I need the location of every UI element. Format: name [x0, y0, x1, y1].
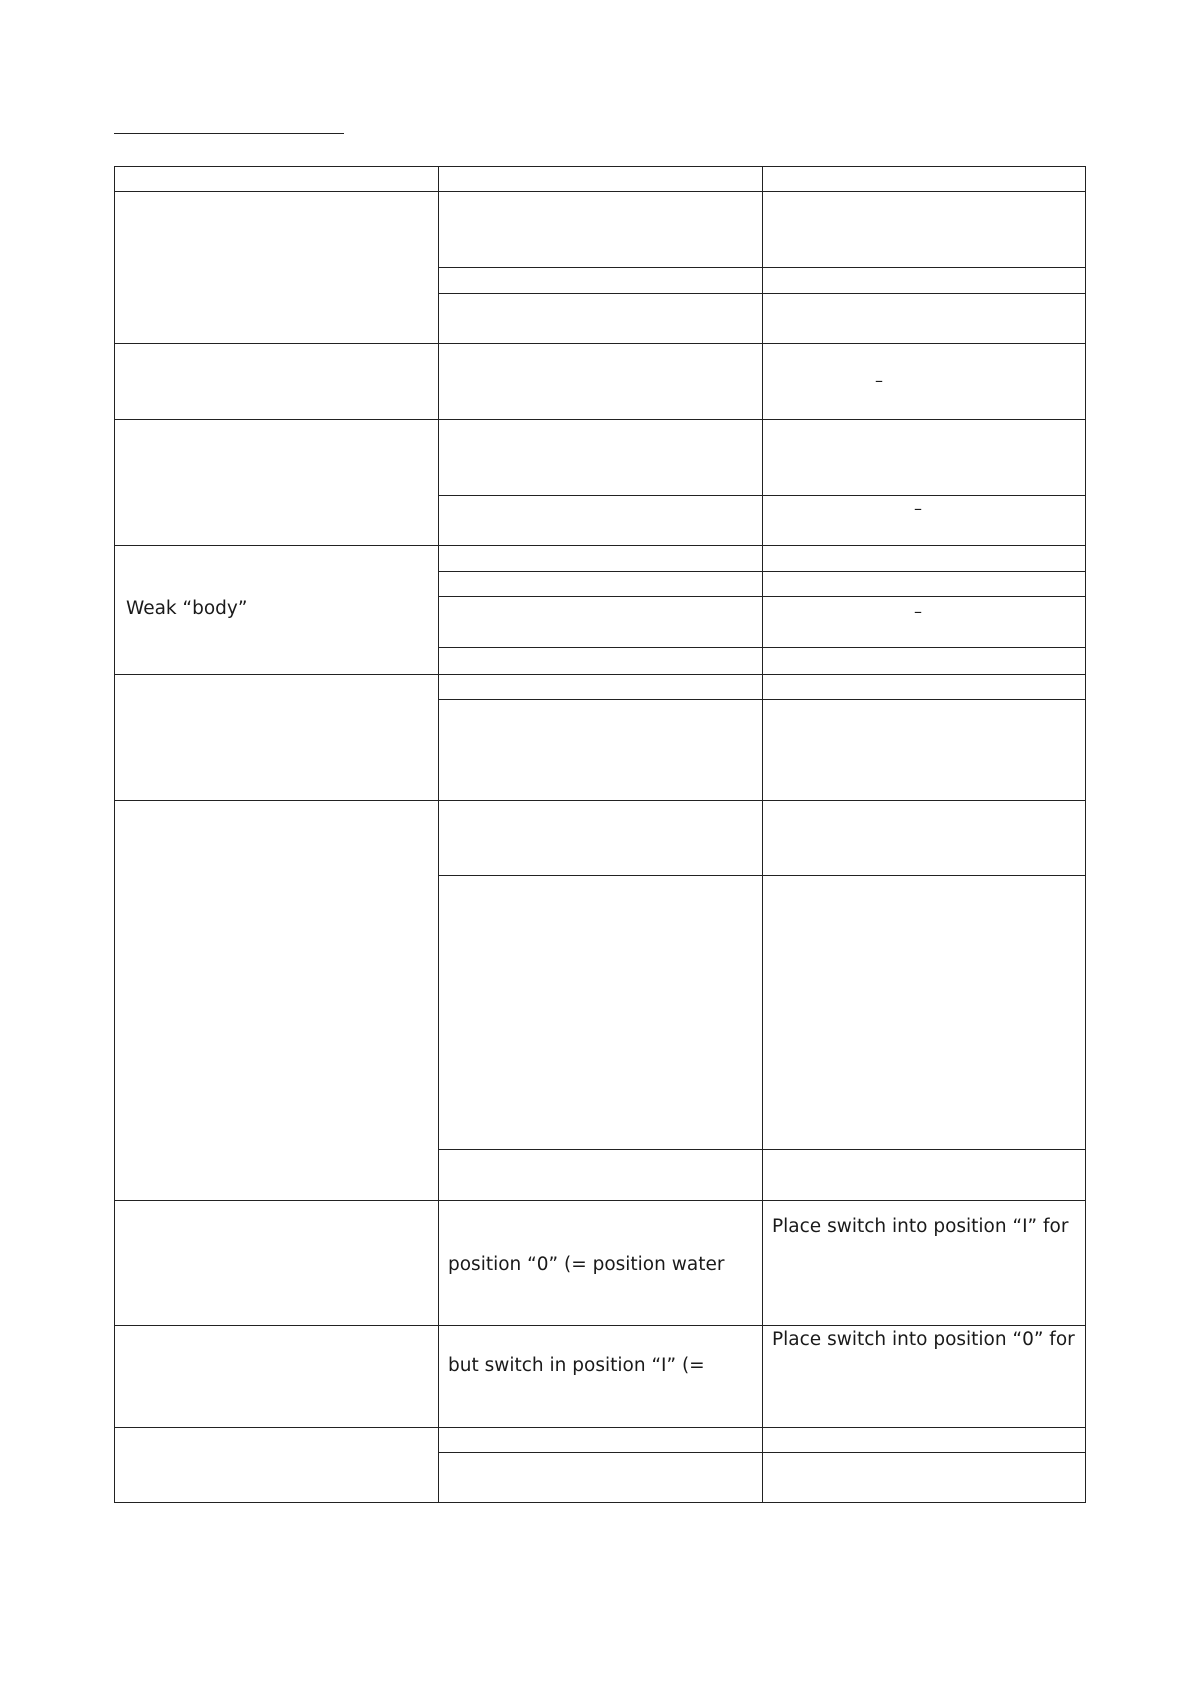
row-divider — [115, 674, 1085, 675]
subrow-divider — [438, 596, 1085, 597]
remedy-dash: – — [914, 499, 922, 518]
section-title-underline — [114, 133, 344, 134]
subrow-divider — [438, 293, 1085, 294]
subrow-divider — [438, 875, 1085, 876]
row-divider — [115, 1427, 1085, 1428]
subrow-divider — [438, 267, 1085, 268]
header-row-divider — [115, 191, 1085, 192]
subrow-divider — [438, 571, 1085, 572]
column-divider — [438, 167, 439, 1502]
subrow-divider — [438, 1452, 1085, 1453]
subrow-divider — [438, 699, 1085, 700]
symptom-cell-weak-body: Weak “body” — [126, 598, 248, 619]
remedy-cell-switch-position-1: Place switch into position “I” for — [772, 1216, 1069, 1237]
remedy-dash: – — [875, 371, 883, 390]
subrow-divider — [438, 1149, 1085, 1150]
column-divider — [762, 167, 763, 1502]
row-divider — [115, 1200, 1085, 1201]
remedy-cell-switch-position-0: Place switch into position “0” for — [772, 1329, 1075, 1350]
subrow-divider — [438, 647, 1085, 648]
row-divider — [115, 419, 1085, 420]
troubleshooting-table — [114, 166, 1086, 1503]
remedy-dash: – — [914, 602, 922, 621]
cause-cell-switch-position-1: but switch in position “I” (= — [448, 1355, 705, 1376]
cause-cell-position-0: position “0” (= position water — [448, 1254, 725, 1275]
subrow-divider — [438, 495, 1085, 496]
row-divider — [115, 545, 1085, 546]
row-divider — [115, 343, 1085, 344]
row-divider — [115, 1325, 1085, 1326]
row-divider — [115, 800, 1085, 801]
